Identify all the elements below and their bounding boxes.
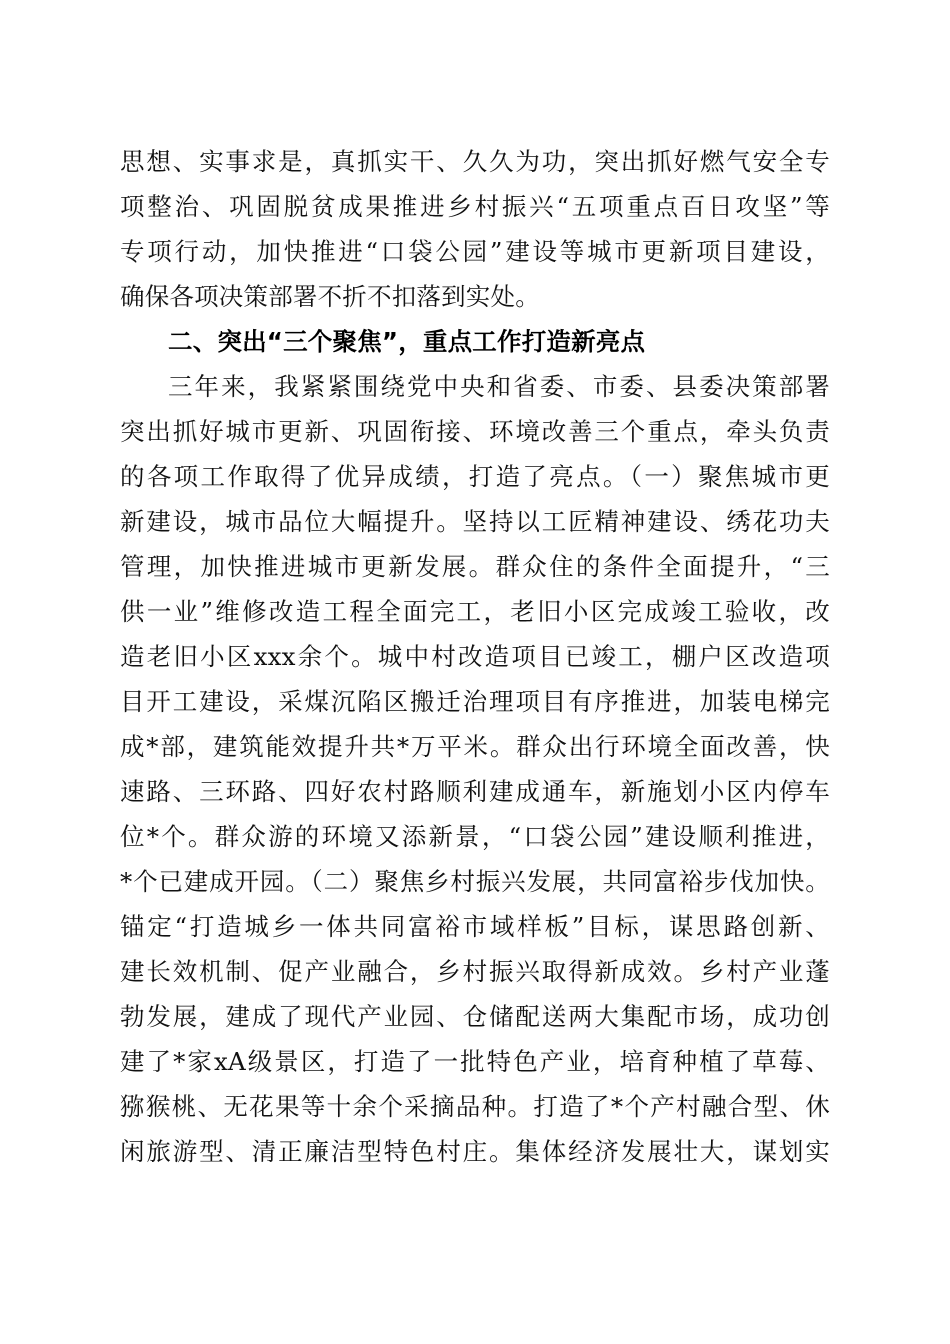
paragraph-2-line: 目开工建设，采煤沉陷区搬迁治理项目有序推进，加装电梯完: [120, 687, 830, 716]
paragraph-2-line: 闲旅游型、清正廉洁型特色村庄。集体经济发展壮大，谋划实: [120, 1137, 830, 1166]
paragraph-2-line: 猕猴桃、无花果等十余个采摘品种。打造了*个产村融合型、休: [120, 1092, 830, 1121]
paragraph-2-line: 勃发展，建成了现代产业园、仓储配送两大集配市场，成功创: [120, 1002, 830, 1031]
paragraph-2-line: *个已建成开园。（二）聚焦乡村振兴发展，共同富裕步伐加快。: [120, 867, 830, 896]
paragraph-2-line: 位*个。群众游的环境又添新景，“口袋公园”建设顺利推进，: [120, 822, 830, 851]
paragraph-2-line: 造老旧小区xxx余个。城中村改造项目已竣工，棚户区改造项: [120, 642, 830, 671]
paragraph-2-line: 突出抓好城市更新、巩固衔接、环境改善三个重点，牵头负责: [120, 417, 830, 446]
section-heading: 二、突出“三个聚焦”，重点工作打造新亮点: [168, 327, 646, 356]
paragraph-2-line: 成*部，建筑能效提升共*万平米。群众出行环境全面改善，快: [120, 732, 830, 761]
paragraph-2-line: 建了*家xA级景区，打造了一批特色产业，培育种植了草莓、: [120, 1047, 830, 1076]
paragraph-2-line: 供一业”维修改造工程全面完工，老旧小区完成竣工验收，改: [120, 597, 830, 626]
paragraph-2-line: 建长效机制、促产业融合，乡村振兴取得新成效。乡村产业蓬: [120, 957, 830, 986]
paragraph-2-line: 锚定“打造城乡一体共同富裕市域样板”目标，谋思路创新、: [120, 912, 830, 941]
paragraph-2-line: 新建设，城市品位大幅提升。坚持以工匠精神建设、绣花功夫: [120, 507, 830, 536]
paragraph-2-line: 管理，加快推进城市更新发展。群众住的条件全面提升，“三: [120, 552, 830, 581]
paragraph-1-line: 思想、实事求是，真抓实干、久久为功，突出抓好燃气安全专: [120, 147, 830, 176]
paragraph-1-line: 项整治、巩固脱贫成果推进乡村振兴“五项重点百日攻坚”等: [120, 192, 830, 221]
paragraph-2-line: 的各项工作取得了优异成绩，打造了亮点。（一）聚焦城市更: [120, 462, 830, 491]
paragraph-2-line: 速路、三环路、四好农村路顺利建成通车，新施划小区内停车: [120, 777, 830, 806]
paragraph-1-line: 专项行动，加快推进“口袋公园”建设等城市更新项目建设，: [120, 237, 830, 266]
paragraph-2-line: 三年来，我紧紧围绕党中央和省委、市委、县委决策部署: [168, 372, 830, 401]
paragraph-1-line: 确保各项决策部署不折不扣落到实处。: [120, 282, 540, 311]
